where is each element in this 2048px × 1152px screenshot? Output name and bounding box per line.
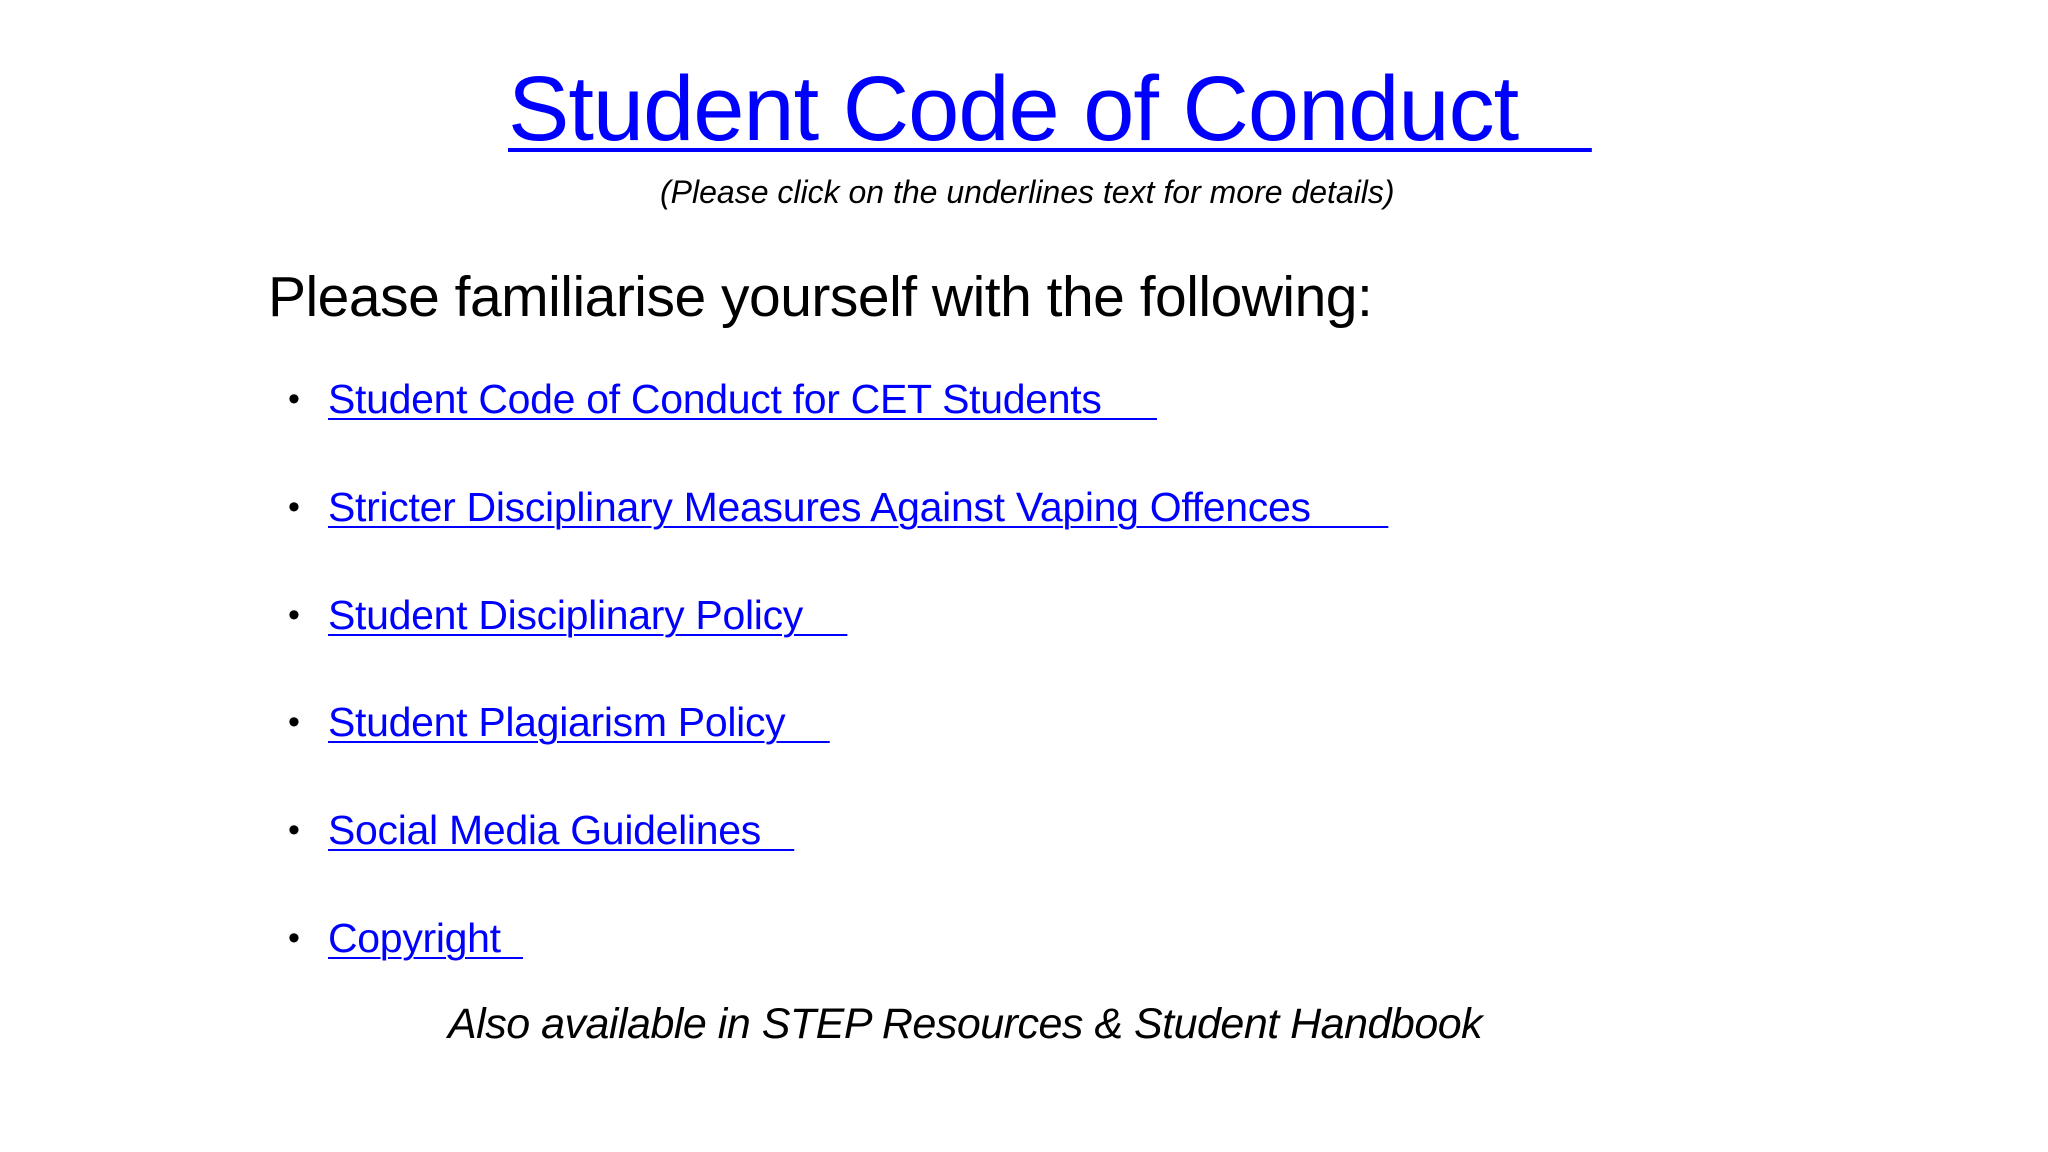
page-title-link[interactable]: Student Code of Conduct xyxy=(508,58,1592,160)
list-item xyxy=(288,695,830,749)
list-item xyxy=(288,803,794,857)
link-vaping-measures[interactable]: Stricter Disciplinary Measures Against Vaping Offences xyxy=(328,484,1389,530)
list-item xyxy=(288,588,847,642)
list-item xyxy=(288,911,523,965)
footer-availability-note: Also available in STEP Resources & Student Handbook xyxy=(448,1000,1483,1048)
bullet-icon: • xyxy=(288,487,300,526)
bullet-icon: • xyxy=(288,702,300,741)
link-disciplinary-policy[interactable]: Student Disciplinary Policy xyxy=(328,592,848,638)
bullet-icon: • xyxy=(288,810,300,849)
link-plagiarism-policy[interactable]: Student Plagiarism Policy xyxy=(328,699,830,745)
link-copyright[interactable]: Copyright xyxy=(328,915,523,961)
subtitle-instruction: (Please click on the underlines text for more details) xyxy=(660,174,1395,210)
bullet-icon: • xyxy=(288,379,300,418)
link-code-of-conduct-cet[interactable]: Student Code of Conduct for CET Students xyxy=(328,376,1158,422)
section-heading: Please familiarise yourself with the following: xyxy=(268,265,1373,329)
list-item xyxy=(288,372,1157,426)
list-item xyxy=(288,480,1388,534)
bullet-icon: • xyxy=(288,595,300,634)
bullet-icon: • xyxy=(288,918,300,957)
link-social-media-guidelines[interactable]: Social Media Guidelines xyxy=(328,807,795,853)
